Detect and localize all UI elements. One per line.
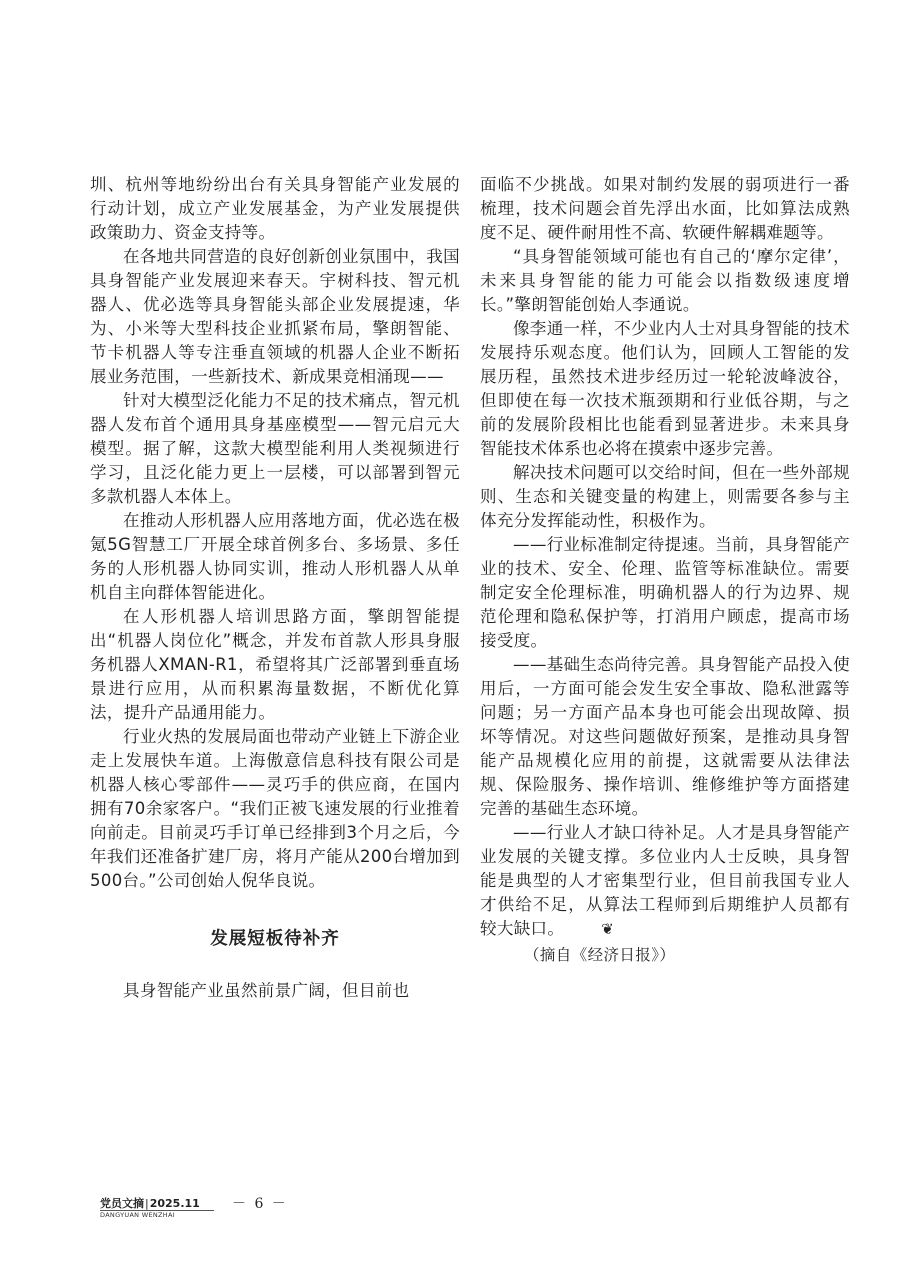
paragraph: 在人形机器人培训思路方面，擎朗智能提出“机器人岗位化”概念，并发布首款人形具身服务机器人XMAN-R1，希望将其广泛部署到垂直场景进行应用，从而积累海量数据，不断优化算法，提升产品通用能力。 bbox=[90, 607, 460, 722]
paragraph: ——行业标准制定待提速。当前，具身智能产业的技术、安全、伦理、监管等标准缺位。需要制定安全伦理标准，明确机器人的行为边界、规范伦理和隐私保护等，打消用户顾虑，提高市场接受度。 bbox=[480, 535, 850, 650]
paragraph: “具身智能领域可能也有自己的‘摩尔定律’，未来具身智能的能力可能会以指数级速度增长。”擎朗智能创始人李通说。 bbox=[480, 247, 850, 314]
section-heading: 发展短板待补齐 bbox=[210, 929, 340, 949]
paragraph: 具身智能产业虽然前景广阔，但目前也 bbox=[123, 981, 410, 1000]
page-number: － 6 － bbox=[232, 1196, 288, 1212]
paragraph: 行业火热的发展局面也带动产业链上下游企业走上发展快车道。上海傲意信息科技有限公司是机器人核心零部件——灵巧手的供应商，在国内拥有70余家客户。“我们正被飞速发展的行业推着向前走。目前灵巧手订单已经排到3个月之后，今年我们还准备扩建厂房，将月产能从200台增加到500台。”公司创始人倪华良说。 bbox=[90, 727, 460, 890]
paragraph: 解决技术问题可以交给时间，但在一些外部规则、生态和关键变量的构建上，则需要各参与主体充分发挥能动性，积极作为。 bbox=[480, 463, 850, 530]
footer-pinyin: DANGYUAN WENZHAI bbox=[100, 1211, 175, 1219]
paragraph: 像李通一样，不少业内人士对具身智能的技术发展持乐观态度。他们认为，回顾人工智能的发展历程，虽然技术进步经历过一轮轮波峰波谷，但即使在每一次技术瓶颈期和行业低谷期，与之前的发展阶段相比也能看到显著进步。未来具身智能技术体系也必将在摸索中逐步完善。 bbox=[480, 319, 850, 458]
paragraph-final bbox=[480, 821, 850, 941]
paragraph: 面临不少挑战。如果对制约发展的弱项进行一番梳理，技术问题会首先浮出水面，比如算法成熟度不足、硬件耐用性不高、软硬件解耦难题等。 bbox=[480, 175, 850, 242]
article-left-column bbox=[90, 173, 460, 1003]
paragraph: 在各地共同营造的良好创新创业氛围中，我国具身智能产业发展迎来春天。宇树科技、智元机器人、优必选等具身智能头部企业发展提速，华为、小米等大型科技企业抓紧布局，擎朗智能、节卡机器人等专注垂直领域的机器人企业不断拓展业务范围，一些新技术、新成果竞相涌现—— bbox=[90, 247, 460, 386]
end-mark-icon: ❦ bbox=[601, 920, 615, 938]
paragraph: 针对大模型泛化能力不足的技术痛点，智元机器人发布首个通用具身基座模型——智元启元大模型。据了解，这款大模型能利用人类视频进行学习，且泛化能力更上一层楼，可以部署到智元多款机器人本体上。 bbox=[90, 391, 460, 506]
article-right-column bbox=[480, 173, 850, 967]
page-footer bbox=[100, 1197, 400, 1227]
paragraph: ——基础生态尚待完善。具身智能产品投入使用后，一方面可能会发生安全事故、隐私泄露等问题；另一方面产品本身也可能会出现故障、损坏等情况。对这些问题做好预案，是推动具身智能产品规模化应用的前提，这就需要从法律法规、保险服务、操作培训、维修维护等方面搭建完善的基础生态环境。 bbox=[480, 655, 850, 818]
issue-number: 2025.11 bbox=[149, 1197, 200, 1210]
paragraph: 在推动人形机器人应用落地方面，优必选在极氪5G智慧工厂开展全球首例多台、多场景、多任务的人形机器人协同实训，推动人形机器人从单机自主向群体智能进化。 bbox=[90, 511, 460, 602]
source-citation: （摘自《经济日报》） bbox=[524, 946, 676, 964]
paragraph-final-text: ——行业人才缺口待补足。人才是具身智能产业发展的关键支撑。多位业内人士反映，具身智能是典型的人才密集型行业，但目前我国专业人才供给不足，从算法工程师到后期维护人员都有较大缺口。 bbox=[480, 823, 850, 938]
paragraph: 圳、杭州等地纷纷出台有关具身智能产业发展的行动计划，成立产业发展基金，为产业发展提供政策助力、资金支持等。 bbox=[90, 175, 460, 242]
footer-magazine-title bbox=[100, 1197, 200, 1210]
magazine-name: 党员文摘 bbox=[100, 1197, 144, 1210]
footer-divider: | bbox=[145, 1197, 149, 1210]
